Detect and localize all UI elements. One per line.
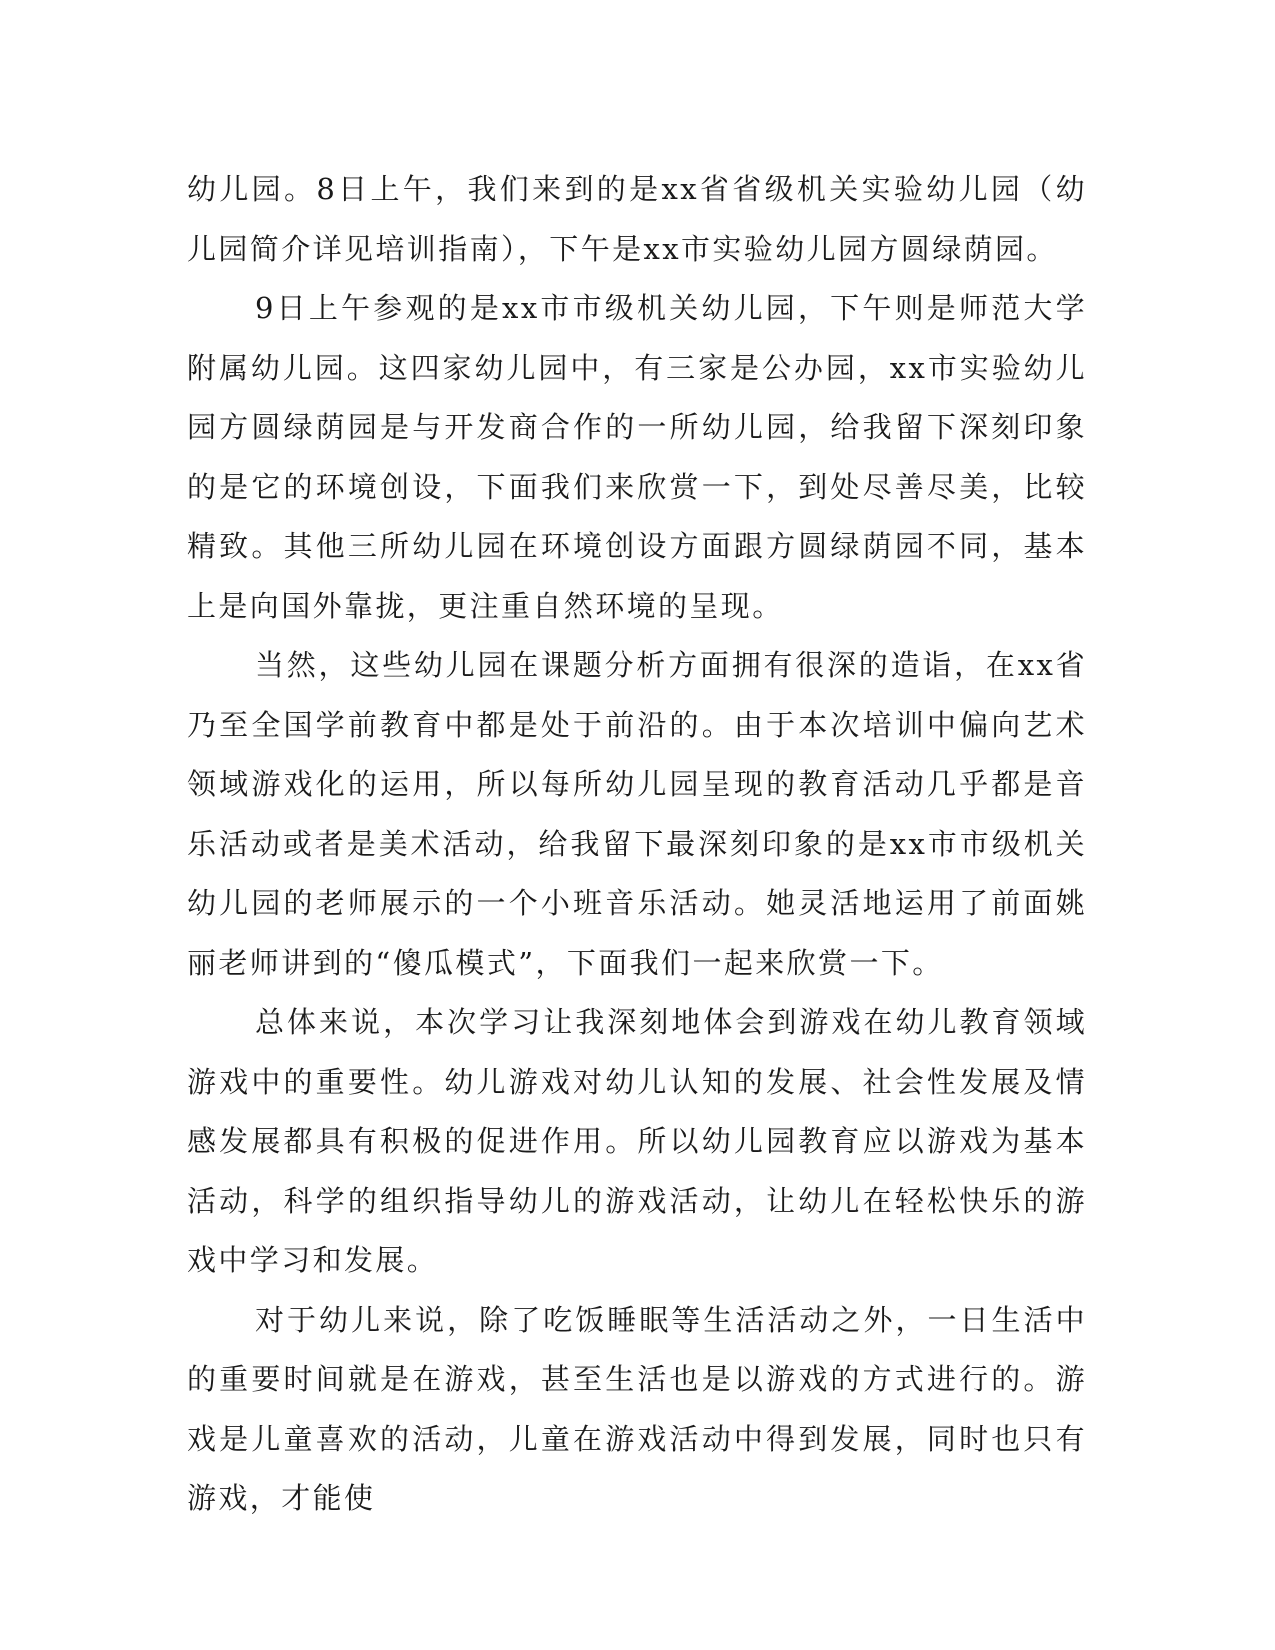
paragraph-3: 当然，这些幼儿园在课题分析方面拥有很深的造诣，在xx省乃至全国学前教育中都是处于前沿的。由于本次培训中偏向艺术领域游戏化的运用，所以每所幼儿园呈现的教育活动几乎都是音乐活动或者是美术活动，给我留下最深刻印象的是xx市市级机关幼儿园的老师展示的一个小班音乐活动。她灵活地运用了前面姚丽老师讲到的“傻瓜模式”，下面我们一起来欣赏一下。 — [187, 648, 1087, 980]
paragraph-1: 幼儿园。8日上午，我们来到的是xx省省级机关实验幼儿园（幼儿园简介详见培训指南），下午是xx市实验幼儿园方圆绿荫园。 — [187, 172, 1087, 266]
paragraph-2: 9日上午参观的是xx市市级机关幼儿园，下午则是师范大学附属幼儿园。这四家幼儿园中，有三家是公办园，xx市实验幼儿园方圆绿荫园是与开发商合作的一所幼儿园，给我留下深刻印象的是它的环境创设，下面我们来欣赏一下，到处尽善尽美，比较精致。其他三所幼儿园在环境创设方面跟方圆绿荫园不同，基本上是向国外靠拢，更注重自然环境的呈现。 — [187, 291, 1087, 623]
paragraph-5: 对于幼儿来说，除了吃饭睡眠等生活活动之外，一日生活中的重要时间就是在游戏，甚至生活也是以游戏的方式进行的。游戏是儿童喜欢的活动，儿童在游戏活动中得到发展，同时也只有游戏，才能使 — [187, 1302, 1087, 1515]
document-body — [187, 160, 1087, 1529]
paragraph-4: 总体来说，本次学习让我深刻地体会到游戏在幼儿教育领域游戏中的重要性。幼儿游戏对幼儿认知的发展、社会性发展及情感发展都具有积极的促进作用。所以幼儿园教育应以游戏为基本活动，科学的组织指导幼儿的游戏活动，让幼儿在轻松快乐的游戏中学习和发展。 — [187, 1005, 1087, 1277]
